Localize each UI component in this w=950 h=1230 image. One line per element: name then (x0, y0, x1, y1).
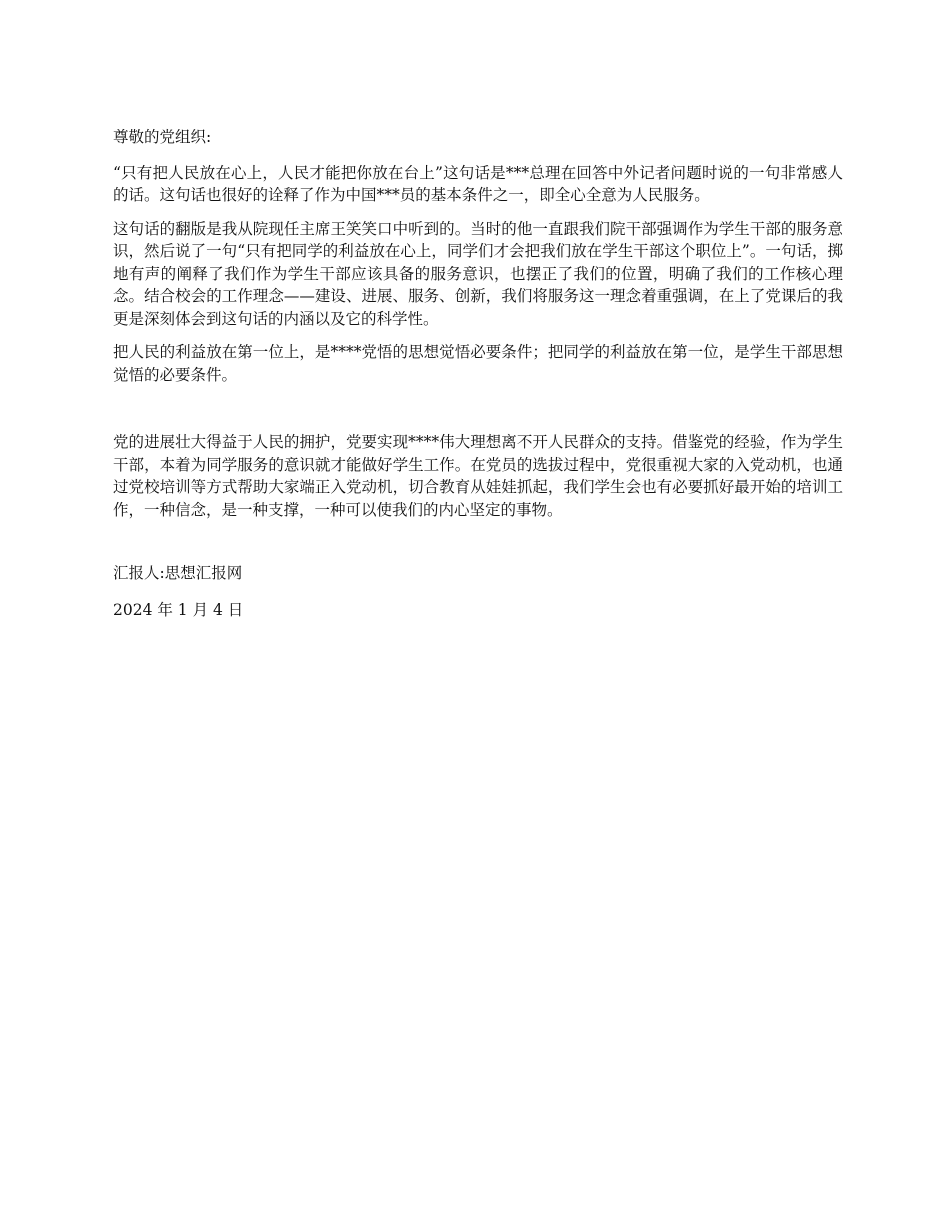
paragraph-spacer (113, 397, 843, 431)
paragraph-1: “只有把人民放在心上，人民才能把你放在台上”这句话是***总理在回答中外记者问题时说的一句非常感人的话。这句话也很好的诠释了作为中国***员的基本条件之一，即全心全意为人民服务。 (113, 163, 843, 204)
date-line: 2024 年 1 月 4 日 (113, 600, 244, 619)
paragraph-4: 党的进展壮大得益于人民的拥护，党要实现****伟大理想离不开人民群众的支持。借鉴党的经验，作为学生干部，本着为同学服务的意识就才能做好学生工作。在党员的选拔过程中，党很重视大家的入党动机，也通过党校培训等方式帮助大家端正入党动机，切合教育从娃娃抓起，我们学生会也有必要抓好最开始的培训工作，一种信念，是一种支撑，一种可以使我们的内心坚定的事物。 (113, 433, 843, 519)
paragraph-2: 这句话的翻版是我从院现任主席王笑笑口中听到的。当时的他一直跟我们院干部强调作为学生干部的服务意识，然后说了一句“只有把同学的利益放在心上，同学们才会把我们放在学生干部这个职位上”。一句话，掷地有声的阐释了我们作为学生干部应该具备的服务意识，也摆正了我们的位置，明确了我们的工作核心理念。结合校会的工作理念——建设、进展、服务、创新，我们将服务这一理念着重强调，在上了党课后的我更是深刻体会到这句话的内涵以及它的科学性。 (113, 219, 843, 328)
document-page (113, 126, 843, 632)
paragraph-3: 把人民的利益放在第一位上，是****党悟的思想觉悟必要条件；把同学的利益放在第一位，是学生干部思想觉悟的必要条件。 (113, 343, 843, 384)
salutation: 尊敬的党组织: (113, 128, 212, 146)
reporter-line: 汇报人:思想汇报网 (113, 564, 243, 582)
signature-spacer (113, 532, 843, 562)
